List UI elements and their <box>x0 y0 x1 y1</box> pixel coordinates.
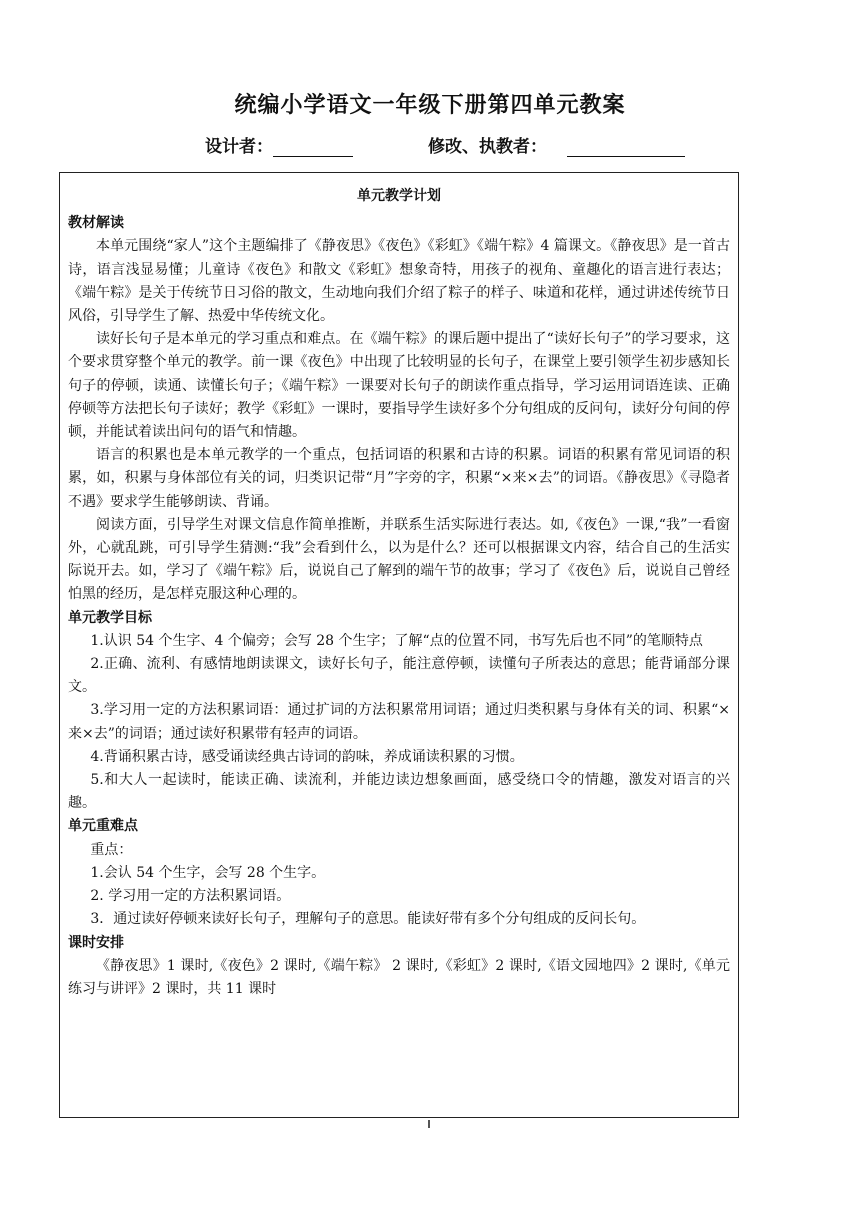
goal-item: 1.认识 54 个生字、4 个偏旁；会写 28 个生字；了解“点的位置不同，书写先后也不同”的笔顺特点 <box>90 632 703 649</box>
page-title: 统编小学语文一年级下册第四单元教案 <box>234 92 626 118</box>
plan-title: 单元教学计划 <box>357 188 441 204</box>
section-heading-schedule: 课时安排 <box>68 934 124 951</box>
designer-label: 设计者： <box>205 137 273 157</box>
designer-field <box>205 132 353 157</box>
paragraph: 语言的积累也是本单元教学的一个重点，包括词语的积累和古诗的积累。词语的积累有常见词语的积累，如，积累与身体部位有关的词，归类识记带“月”字旁的字，积累“×来×去”的词语。《静夜思》《寻隐者不遇》要求学生能够朗读、背诵。 <box>68 447 730 510</box>
paragraph: 阅读方面，引导学生对课文信息作简单推断，并联系生活实际进行表达。如,《夜色》一课,“我”一看窗外，心就乱跳，可引导学生猜测:“我”会看到什么，以为是什么？还可以根据课文内容，结合自己的生活实际说开去。如，学习了《端午粽》后，说说自己了解到的端午节的故事；学习了《夜色》后，说说自己曾经怕黑的经历，是怎样克服这种心理的。 <box>68 516 730 603</box>
section-heading-goals: 单元教学目标 <box>68 609 152 626</box>
goal-item: 4.背诵积累古诗，感受诵读经典古诗词的韵味，养成诵读积累的习惯。 <box>90 748 524 765</box>
designer-blank <box>273 138 353 157</box>
goal-item: 2.正确、流利、有感情地朗读课文，读好长句子，能注意停顿，读懂句子所表达的意思；能背诵部分课文。 <box>68 656 730 696</box>
schedule-text: 《静夜思》1 课时,《夜色》2 课时,《端午粽》 2 课时,《彩虹》2 课时,《语文园地四》2 课时,《单元练习与讲评》2 课时，共 11 课时 <box>68 957 730 997</box>
key-point-item: 1.会认 54 个生字，会写 28 个生字。 <box>90 864 326 881</box>
paragraph: 本单元围绕“家人”这个主题编排了《静夜思》《夜色》《彩虹》《端午粽》4 篇课文。《静夜思》是一首古诗，语言浅显易懂；儿童诗《夜色》和散文《彩虹》想象奇特，用孩子的视角、童趣化的语言进行表达；《端午粽》是关于传统节日习俗的散文，生动地向我们介绍了粽子的样子、味道和花样，通过讲述传统节日风俗，引导学生了解、热爱中华传统文化。 <box>68 238 730 325</box>
editor-label: 修改、执教者： <box>428 137 547 157</box>
goal-item: 3.学习用一定的方法积累词语：通过扩词的方法积累常用词语；通过归类积累与身体有关的词、积累“×来×去”的词语；通过读好积累带有轻声的词语。 <box>68 702 730 742</box>
editor-field <box>428 132 685 157</box>
key-points-label: 重点： <box>90 841 133 858</box>
editor-blank <box>567 138 685 157</box>
plan-box <box>59 172 739 1118</box>
page-marker <box>428 1120 430 1128</box>
key-point-item: 3．通过读好停顿来读好长句子，理解句子的意思。能读好带有多个分句组成的反问长句。 <box>90 911 646 928</box>
section-heading-textbook: 教材解读 <box>68 215 124 232</box>
paragraph: 读好长句子是本单元的学习重点和难点。在《端午粽》的课后题中提出了“读好长句子”的学习要求，这个要求贯穿整个单元的教学。前一课《夜色》中出现了比较明显的长句子，在课堂上要引领学生初步感知长句子的停顿，读通、读懂长句子；《端午粽》一课要对长句子的朗读作重点指导，学习运用词语连读、正确停顿等方法把长句子读好；教学《彩虹》一课时，要指导学生读好多个分句组成的反问句，读好分句间的停顿，并能试着读出问句的语气和情趣。 <box>68 331 730 441</box>
key-point-item: 2. 学习用一定的方法积累词语。 <box>90 888 291 905</box>
section-heading-key-points: 单元重难点 <box>68 818 138 835</box>
goal-item: 5.和大人一起读时，能读正确、读流利，并能边读边想象画面，感受绕口令的情趣，激发对语言的兴趣。 <box>68 772 730 812</box>
